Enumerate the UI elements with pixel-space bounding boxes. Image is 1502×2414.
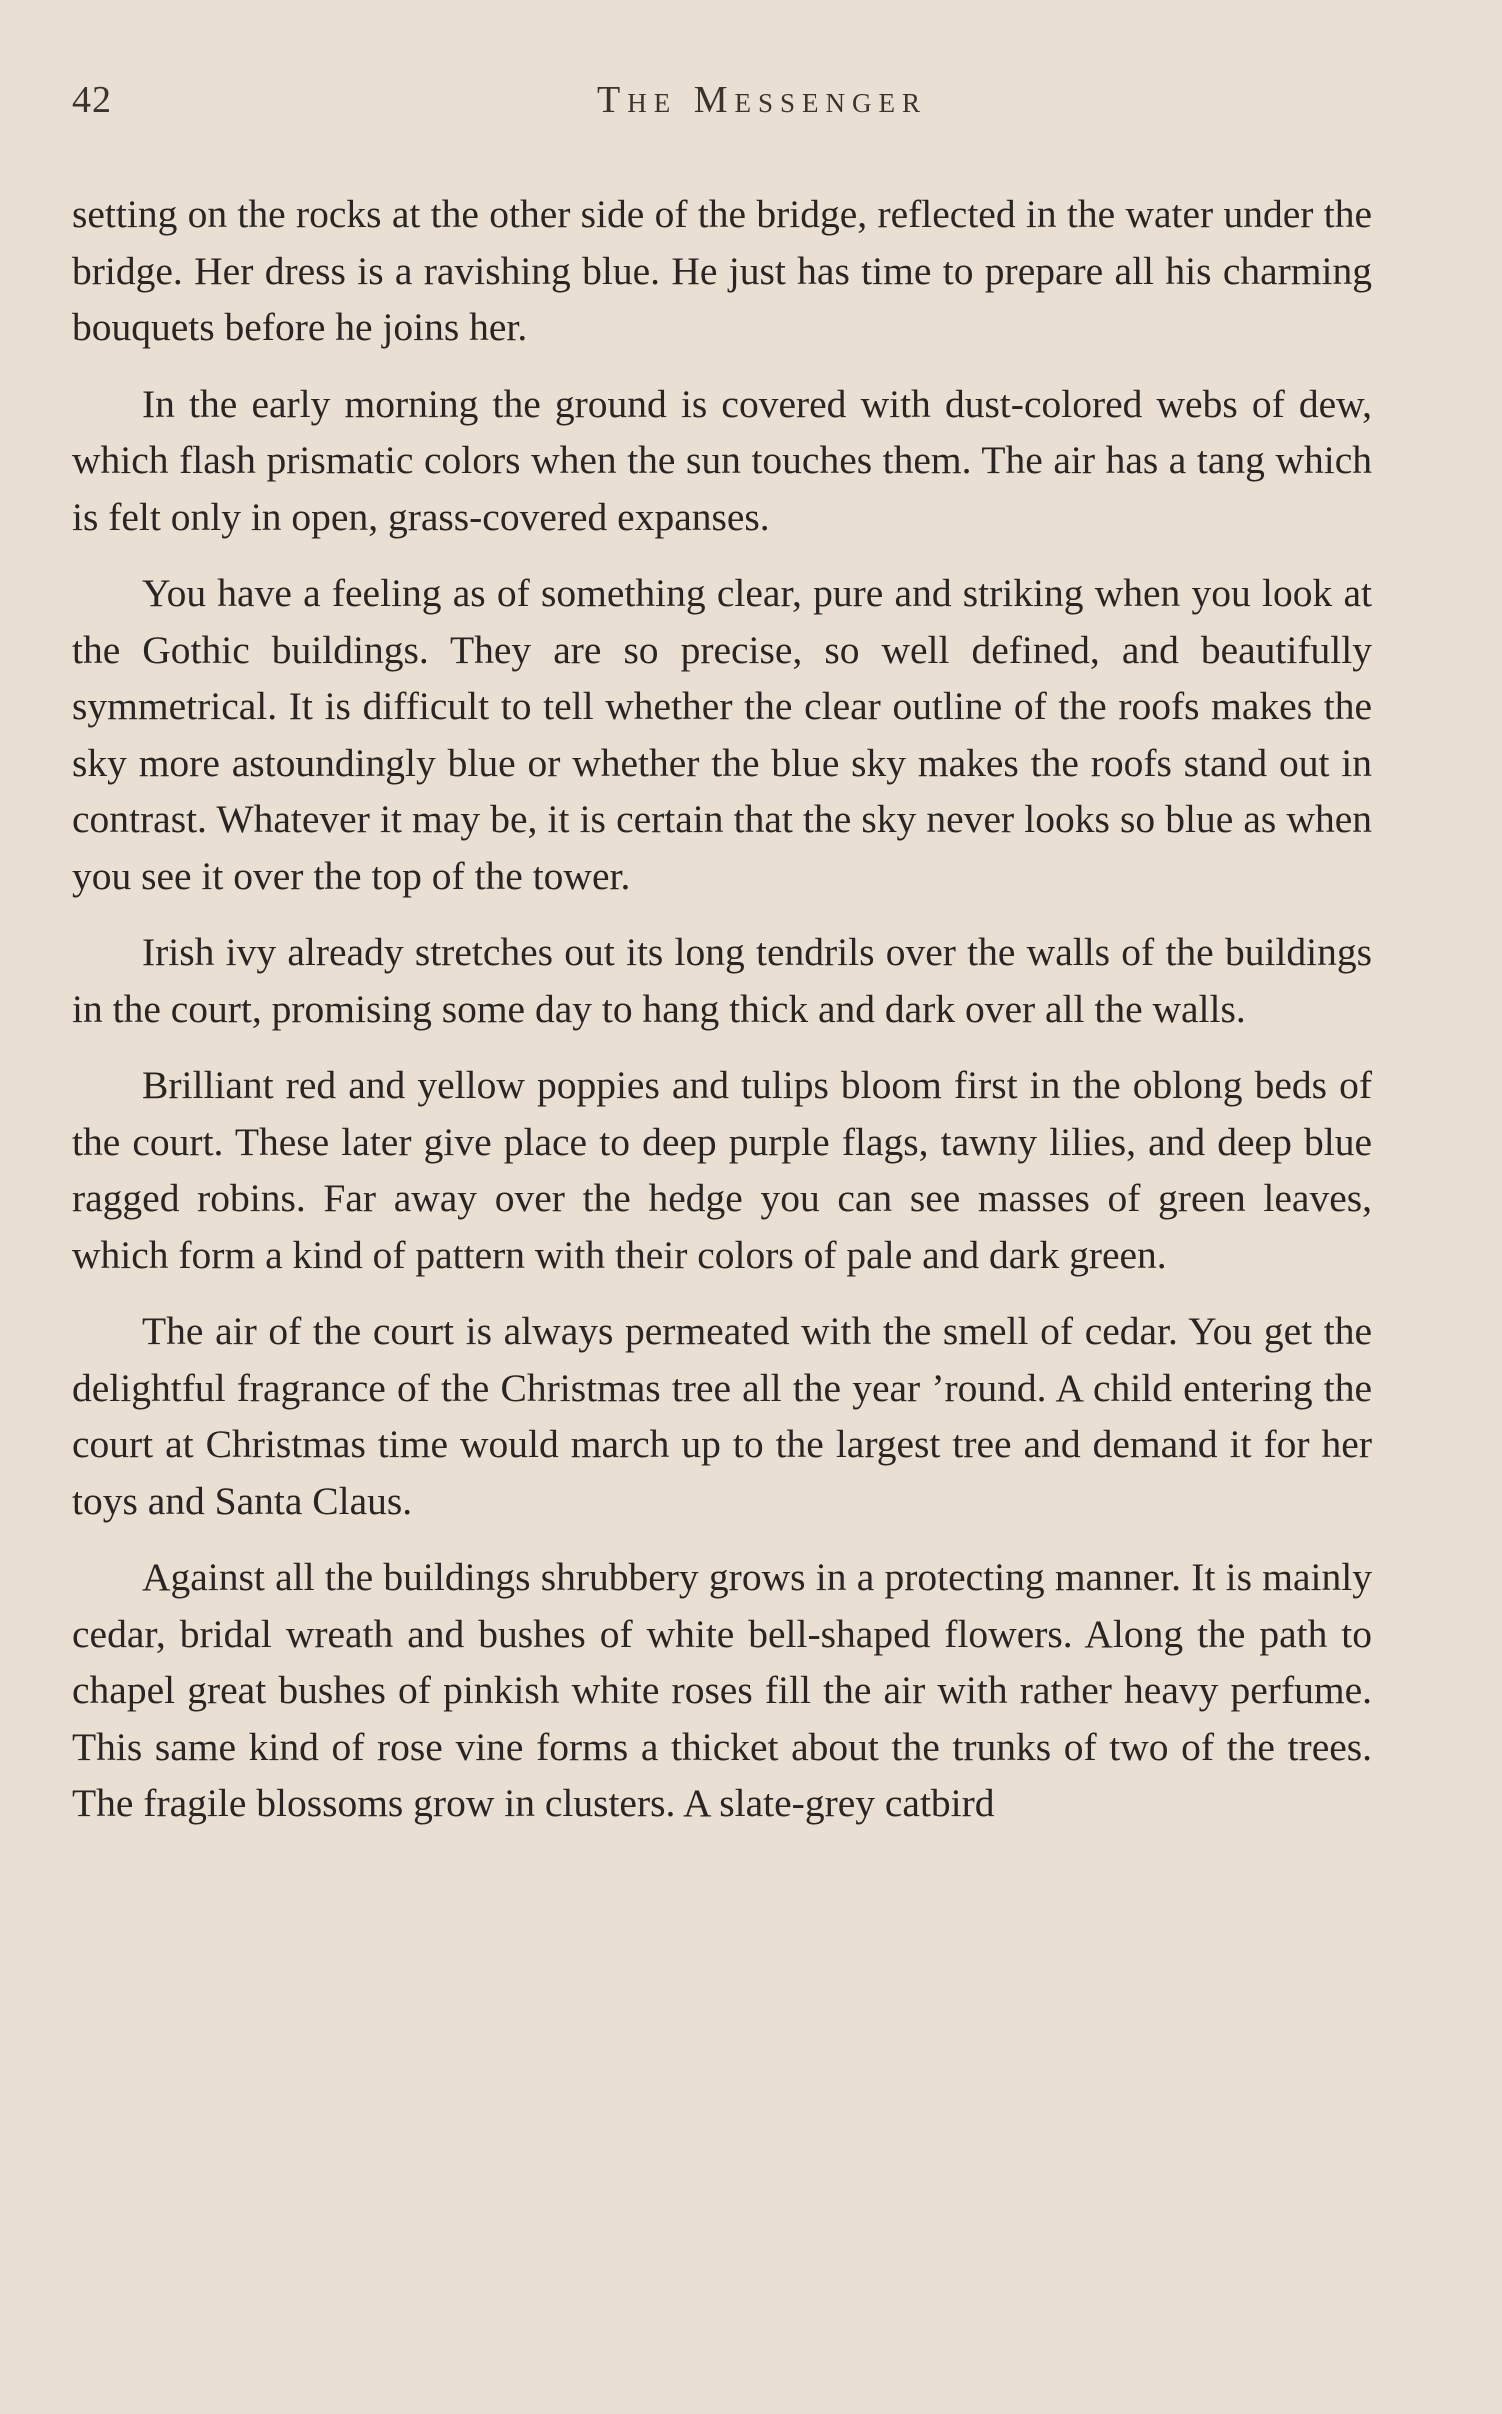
paragraph: In the early morning the ground is covered with dust-colored webs of dew, which flash prismatic colors when the sun touches them. The air has a tang which is felt only in open, grass-covered expanses. [72,381,1372,539]
body-text [72,186,1372,1852]
paragraph: Against all the buildings shrubbery grows in a protecting manner. It is mainly cedar, bridal wreath and bushes of white bell-shaped flowers. Along the path to chapel great bushes of pinkish white roses fill the air with rather heavy perfume. This same kind of rose vine forms a thicket about the trunks of two of the trees. The fragile blossoms grow in clusters. A slate-grey catbird [72,1555,1372,1825]
paragraph: You have a feeling as of something clear, pure and striking when you look at the Gothic buildings. They are so precise, so well defined, and beautifully symmetrical. It is difficult to tell whether the clear outline of the roofs makes the sky more astoundingly blue or whether the blue sky makes the roofs stand out in contrast. Whatever it may be, it is certain that the sky never looks so blue as when you see it over the top of the tower. [72,571,1372,898]
page-number: 42 [72,79,112,121]
paragraph: setting on the rocks at the other side of the bridge, reflected in the water under the bridge. Her dress is a ravishing blue. He just has time to prepare all his charming bouquets before he joins her. [72,192,1372,349]
running-head: The Messenger [596,79,927,121]
page-header [72,78,1372,138]
paragraph: Brilliant red and yellow poppies and tulips bloom first in the oblong beds of the court. These later give place to deep purple flags, tawny lilies, and deep blue ragged robins. Far away over the hedge you can see masses of green leaves, which form a kind of pattern with their colors of pale and dark green. [72,1063,1372,1277]
paragraph: Irish ivy already stretches out its long tendrils over the walls of the buildings in the court, promising some day to hang thick and dark over all the walls. [72,930,1372,1031]
paragraph: The air of the court is always permeated with the smell of cedar. You get the delightful fragrance of the Christmas tree all the year ’round. A child entering the court at Christmas time would march up to the largest tree and demand it for her toys and Santa Claus. [72,1309,1372,1523]
